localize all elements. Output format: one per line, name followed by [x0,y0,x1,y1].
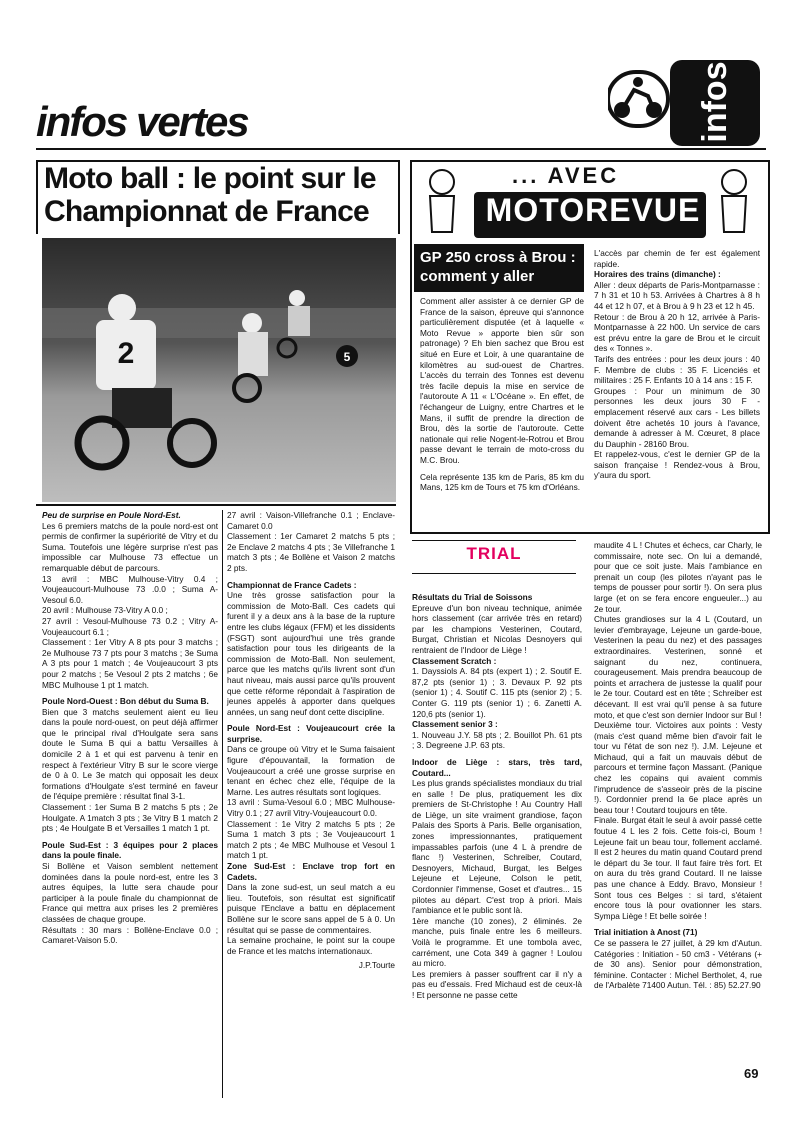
paragraph: maudite 4 L ! Chutes et échecs, car Charly, le commissaire, note sec. On lui a demandé, pour que ce soit juste. Mais l'ambiance en prenait un coup (les pilotes n'ayant pas le temps de pousser pour sortir !). On sera plus large (et on se fera encore engueuler...) au 2e tour. [594,540,762,614]
signature: J.P.Tourte [358,960,395,971]
paragraph: La semaine prochaine, le point sur la coupe de France et les matchs internationaux. [227,935,395,956]
paragraph: Les premiers à passer souffrent car il n'y a pas eu d'essais. Fred Michaud est de ceux-là ! Et personne ne passe cette [412,968,582,1000]
paragraph: Résultats : 30 mars : Bollène-Enclave 0.0 ; Camaret-Vaison 5.0. [42,924,218,946]
paragraph: Classement : 1e Vitry 2 matchs 5 pts ; 2e Suma 1 match 3 pts ; 3e Voujeaucourt 1 match 2 pts ; 4e MBC Mulhouse et Vesoul 1 match 1 pt. [227,818,395,861]
paragraph: Aller : deux départs de Paris-Montparnasse : 7 h 31 et 10 h 53. Arrivées à Chartres à 8 h 44 et 12 h 07, et à Brou à 9 h 23 et 12 h 45. [594,279,760,311]
subheading: Poule Nord-Ouest : Bon début du Suma B. [42,696,209,707]
subheading: Classement senior 3 : [412,719,498,730]
paragraph: Chutes grandioses sur la 4 L (Coutard, un levier d'embrayage, Lejeune un garde-boue, Vesterinen la peau du nez) et des passages extraordinaires. Vesterinen, sonné et saignant du nez, continuera, courageusement. Mais prendra beaucoup de points et arrachera de justesse la qualif pour le 2e tour. Coutard est en tête ; Schreiber est décevant. Il est vrai qu'il pense à sa future moto, et que c'est son dernier Indoor sur Bul ! [594,614,762,720]
paragraph: Les 6 premiers matchs de la poule nord-est ont permis de confirmer la supériorité de Vitry et du Suma. Toutefois une légère surprise n'est pas impossible car Mulhouse 73 effectue un remarquable début de parcours. [42,520,218,573]
paragraph: Ce se passera le 27 juillet, à 29 km d'Autun. Catégories : Initiation - 50 cm3 - Vétérans (+ de 30 ans). Senior pour démonstration, féminine. Contacter : Michel Bertholet, 4, rue de l'Arbalète 71400 Autun. Tél. : 85) 52.27.90 [594,937,762,991]
svg-text:5: 5 [343,350,351,364]
gp-title-block: GP 250 cross à Brou : comment y aller [414,244,584,292]
paragraph: 27 avril : Vesoul-Mulhouse 73 0.2 ; Vitry A-Voujeaucourt 6.1 ; [42,615,218,637]
paragraph: Finale. Burgat était le seul à avoir passé cette foutue 4 L les 2 fois. Cette fois-ci, Boum ! Lejeune fait un beau tour, follement acclamé. Il est 2 heures du matin quand Coutard prend le départ du 3e tour. Il faut faire très fort. Et on aura du très grand Coutard. Il ne laisse pas une chance à Eddy. Bravo, Monsieur ! Sont tous ces Belges : si tard, s'étaient encore tous là pour ovationner les stars. Sympa Liège ! Et belle soirée ! [594,815,762,921]
paragraph: Classement : 1er Suma B 2 matchs 5 pts ; 2e Houlgate. A 1match 3 pts ; 3e Vitry B 1 match 2 pts ; 4e Houlgate B et Versailles 1 match 1 pt. [42,802,218,834]
paragraph: Tarifs des entrées : pour les deux jours : 40 F. Membre de clubs : 35 F. Licenciés et militaires : 25 F. Enfants 10 à 14 ans : 15 F. [594,353,760,386]
motoball-col1 [42,510,218,946]
trial-col-b [594,540,762,991]
paragraph: Peu de surprise en Poule Nord-Est. [42,510,181,520]
paragraph: Dans ce groupe où Vitry et le Suma faisaient figure d'épouvantail, la formation de Voujeaucourt a créé une grosse surprise en tenant en échec chez elle, l'équipe de la Marne. Les autres résultats sont logiques. [227,744,395,797]
subheading: Indoor de Liège : stars, très tard, Coutard... [412,756,582,778]
gp-col-b [594,248,760,481]
motoball-photo [42,238,396,502]
trial-heading: TRIAL [466,544,522,563]
subheading: Championnat de France Cadets : [227,579,357,590]
subheading: Horaires des trains (dimanche) : [594,269,721,280]
page-number: 69 [744,1066,759,1081]
paragraph: Dans la zone sud-est, un seul match a eu lieu. Toutefois, son résultat est significatif puisque l'Enclave a battu en déplacement Bollène sur le score sans appel de 5 à 0. Un résultat qui se passe de commentaires. [227,882,395,935]
paragraph: Cela représente 135 km de Paris, 85 km du Mans, 125 km de Tours et 75 km d'Orléans. [420,471,584,493]
subheading: Résultats du Trial de Soissons [412,592,533,602]
banner-motorevue: MOTOREVUE [485,192,701,228]
gp-col-a [420,296,584,493]
paragraph: 13 avril : MBC Mulhouse-Vitry 0.4 ; Voujeaucourt-Mulhouse 73 .0.0 ; Suma A-Vesoul 6.0. [42,573,218,605]
paragraph: Groupes : Pour un minimum de 30 personnes les deux jours 30 F - emplacement réservé aux cars - Les billets doivent être achetés 10 jours à l'avance, demande à adresser à M. Cœuret, 8 place du Dauphin - 28160 Brou. [594,385,760,449]
paragraph: Et rappelez-vous, c'est le dernier GP de la saison française ! Rendez-vous à Brou, y'aura du sport. [594,449,760,481]
paragraph: 20 avril : Mulhouse 73-Vitry A 0.0 ; [42,605,168,616]
paragraph: Bien que 3 matchs seulement aient eu lieu dans la poule nord-ouest, on peut déjà affirmer que le principal rival d'Houlgate sera sans doute le Suma B qui a battu Versailles à domicile 2 à 1 et qui est parvenu à tenir en respect à l'extérieur Vitry B sur le score vierge de 0 à 0. Le 3e match qui opposait les deux formations d'Houlgate s'est terminé en faveur de l'équipe première : résultat final 3-1. [42,706,218,802]
paragraph: Classement : 1er Vitry A 8 pts pour 3 matchs ; 2e Mulhouse 73 7 pts pour 3 matchs ; 3e Suma A 3 pts pour 1 match ; 4e Voujeaucourt 3 pts pour 2 matchs ; 5e Vesoul 2 pts 2 matchs ; 6e MBC Mulhouse 1 pt 1 match. [42,637,218,690]
motoball-title: Moto ball : le point sur le Championnat de France [44,162,376,228]
motoball-col2 [227,510,395,971]
logo-text: infos [696,61,734,143]
col-divider [222,510,223,1098]
trial-col-a [412,592,582,1001]
subheading: Poule Nord-Est : Voujeaucourt crée la surprise. [227,723,395,744]
subheading: Poule Sud-Est : 3 équipes pour 2 places dans la poule finale. [42,839,218,861]
svg-text:2: 2 [117,337,135,370]
paragraph: L'accès par chemin de fer est également rapide. [594,248,760,269]
section-title: infos vertes [36,98,248,145]
paragraph: 27 avril : Vaison-Villefranche 0.1 ; Enclave-Camaret 0.0 [227,510,395,531]
logo-icon [608,50,768,148]
infos-logo [608,50,768,148]
paragraph: Retour : de Brou à 20 h 12, arrivée à Paris-Montparnasse à 22 h00. Un service de cars est prévu entre la gare de Brou et le circuit des « Tonnes ». [594,311,760,354]
paragraph: Une très grosse satisfaction pour la commission de Moto-Ball. Ces cadets qui furent il y a deux ans à la base de la rupture entre les clubs légaux (FFM) et les dissidents (FSGT) sont aujourd'hui une très grande satisfaction pour tous les dirigeants de la commission de Moto-Ball. Non seulement, parce que les matchs qu'ils livrent sont d'un haut niveau, mais aussi parce qu'ils prouvent que cette réforme répondait à l'aspiration de jeunes appelés à apporter dans quelques années, un sang neuf dont cette discipline. [227,590,395,717]
header-rule [36,148,766,150]
paragraph: Classement : 1er Camaret 2 matchs 5 pts ; 2e Enclave 2 matchs 4 pts ; 3e Villefranche 1 match 3 pts ; 4e Bollène et Vaison 2 matchs 2 pts. [227,531,395,573]
paragraph: 1ère manche (10 zones), 2 éliminés. 2e manche, puis finale entre les 6 meilleurs. Voilà le programme. Et une tombola avec, carrément, une Cota 349 à gagner ! Loulou au micro. [412,915,582,969]
paragraph: 1. Nouveau J.Y. 58 pts ; 2. Bouillot Ph. 61 pts ; 3. Degreene J.P. 63 pts. [412,729,582,751]
paragraph: Deuxième tour. Victoires aux points : Vesty (mais c'est quand même bien d'avoir fait le tour vu l'état de son nez !). J.M. Lejeune et Michaud, qui a fait un mauvais début de parcours et termine façon Massant. (Panique chez les copains qui avaient commis l'imprudence de s'asseoir près de la piscine !). Cordonnier prend la 6e place après un beau tour ! Coutard toujours en tête. [594,720,762,815]
paragraph: Les plus grands spécialistes mondiaux du trial en salle ! De plus, pratiquement les dix premiers de St-Christophe ! Au Country Hall de Liège, un site vraiment grandiose, façon Palais des Sports à Paris. Belle organisation, zones impressionnantes, pratiquement impassables parfois (une 4 L à prendre de flanc !) Vesterinen, Schreiber, Coutard, Desnoyers, Michaud, Burgat, les Belges Lejeune et Lejeune, Colson le petit, Cordonnier l'immense, Goset et d'autres... 15 pilotes au départ. C'est trop à priori. Mais l'ambiance et le public sont là. [412,778,582,916]
subheading: Classement Scratch : [412,655,497,666]
motoball-divider [36,504,396,506]
paragraph: Comment aller assister à ce dernier GP de France de la saison, épreuve qui s'annonce particulièrement disputée (et à laquelle « Moto Revue » apporte bien sûr son patronage) ? Eh bien sachez que Brou est situé en Eure et Loir, à une quarantaine de kilomètres au sud-ouest de Chartres. L'accès du terrain des Tonnes est devenu très facile depuis la mise en service de l'autoroute A 11 « L'Océane ». En effet, de l'échangeur de Luigny, entre Chartres et le Mans, il suffit de prendre la direction de Brou, dès la sortie de l'autoroute. Cette nationale qui relie Nogent-le-Rotrou et Brou passe devant le terrain de moto-cross du M.C. Brou. [420,296,584,465]
paragraph: 13 avril : Suma-Vesoul 6.0 ; MBC Mulhouse-Vitry 0.1 ; 27 avril Vitry-Voujeaucourt 0.0. [227,797,395,819]
paragraph: 1. Dayssiols A. 84 pts (expert 1) ; 2. Soutif E. 87,2 pts (senior 1) ; 3. Devaux P. 92 pts (senior 1) ; 4. Soutif C. 115 pts (senior 2) ; 5. Conter G. 119 pts (senior 1) ; 6. Zanetti A. 120,6 pts (senior 1). [412,666,582,719]
subheading: Zone Sud-Est : Enclave trop fort en Cadets. [227,861,395,882]
subheading: Trial initiation à Anost (71) [594,927,698,938]
paragraph: Si Bollène et Vaison semblent nettement dominées dans la poule nord-est, entre les 3 autres équipes, la lutte sera chaude pour participer à la poule finale du championnat de France qui mettra aux prises les 2 premières classées de chaque groupe. [42,861,218,924]
paragraph: Epreuve d'un bon niveau technique, animée hors classement (car arrivée très en retard) par les champions Vesterinen, Coutard, Burgat, Christian et Nicolas Desnoyers qui rentraient de l'Indoor de Liège ! [412,602,582,655]
banner-avec: ... AVEC [512,163,620,188]
